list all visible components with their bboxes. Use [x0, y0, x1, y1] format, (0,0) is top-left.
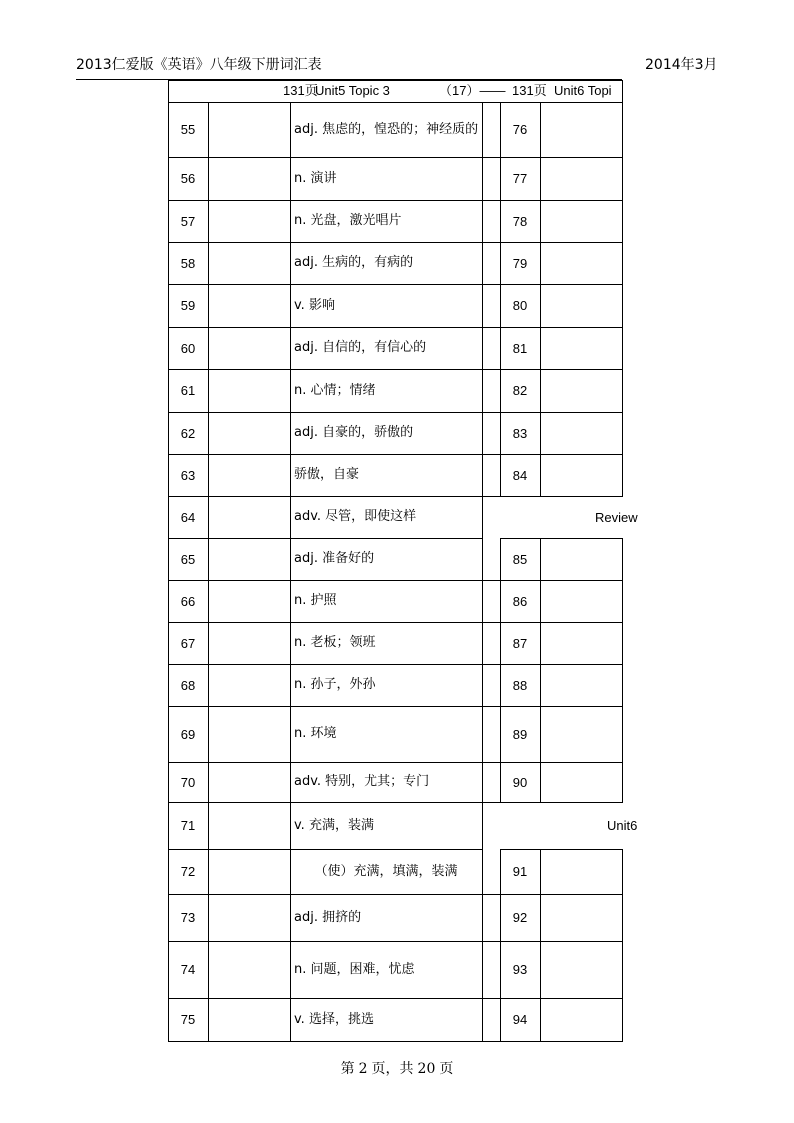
right-row-number: 86: [512, 593, 528, 609]
word-blank-cell[interactable]: [208, 894, 290, 941]
col-line: [482, 664, 483, 706]
topic-line: [168, 80, 633, 102]
col-line: [482, 538, 483, 580]
col-line: [622, 369, 623, 412]
col-line: [482, 369, 483, 412]
row-number: 74: [180, 962, 196, 977]
right-row-number: 78: [512, 213, 528, 229]
word-blank-cell[interactable]: [208, 538, 290, 580]
col-line: [622, 580, 623, 622]
row-number: 62: [180, 425, 196, 441]
right-word-blank-cell[interactable]: [540, 157, 622, 200]
word-blank-cell[interactable]: [208, 998, 290, 1041]
row-meaning: v. 充满，装满: [294, 817, 374, 833]
right-row-number: 91: [512, 864, 528, 879]
row-meaning: n. 老板；领班: [294, 635, 376, 650]
right-word-blank-cell[interactable]: [540, 538, 622, 580]
word-blank-cell[interactable]: [208, 941, 290, 998]
col-line: [622, 622, 623, 664]
col-line: [622, 998, 623, 1041]
right-word-blank-cell[interactable]: [540, 242, 622, 284]
col-line: [482, 242, 483, 284]
word-blank-cell[interactable]: [208, 454, 290, 496]
footer-total: 20: [417, 1061, 436, 1077]
right-word-blank-cell[interactable]: [540, 200, 622, 242]
section-unit6: Unit6: [607, 818, 638, 833]
right-row-number: 94: [512, 1012, 528, 1027]
row-meaning: n. 光盘，激光唱片: [294, 213, 402, 228]
right-word-blank-cell[interactable]: [540, 706, 622, 762]
col-line: [622, 284, 623, 327]
right-row-number: 88: [512, 677, 528, 693]
right-row-number: 80: [512, 298, 528, 313]
footer-suffix: 页: [439, 1061, 454, 1077]
col-line: [482, 622, 483, 664]
row-number: 61: [180, 383, 196, 398]
col-line: [482, 849, 483, 894]
col-line: [482, 941, 483, 998]
col-line: [482, 496, 483, 538]
row-meaning: n. 环境: [294, 726, 337, 741]
col-line: [622, 242, 623, 284]
row-number: 68: [180, 677, 196, 693]
right-row-number: 89: [512, 726, 528, 742]
word-blank-cell[interactable]: [208, 284, 290, 327]
right-word-blank-cell[interactable]: [540, 941, 622, 998]
col-line: [622, 664, 623, 706]
row-line-right: [482, 802, 623, 803]
right-word-blank-cell[interactable]: [540, 762, 622, 802]
row-meaning: adj. 自豪的，骄傲的: [294, 425, 414, 440]
right-row-number: 87: [512, 635, 528, 651]
word-blank-cell[interactable]: [208, 327, 290, 369]
right-row-number: 77: [512, 171, 528, 186]
row-meaning: adj. 生病的，有病的: [294, 255, 414, 270]
footer-page: 2: [358, 1061, 368, 1077]
row-line-left: [168, 1041, 483, 1042]
row-number: 59: [180, 298, 196, 313]
row-meaning: v. 选择，挑选: [294, 1011, 374, 1027]
row-meaning: adj. 拥挤的: [294, 909, 362, 925]
row-meaning: （使）充满，填满，装满: [314, 863, 458, 879]
right-word-blank-cell[interactable]: [540, 894, 622, 941]
col-line: [622, 762, 623, 802]
row-number: 56: [180, 171, 196, 186]
row-meaning: v. 影响: [294, 297, 335, 313]
row-meaning: adj. 准备好的: [294, 551, 375, 566]
col-line: [622, 941, 623, 998]
word-blank-cell[interactable]: [208, 802, 290, 849]
col-line: [622, 327, 623, 369]
right-row-number: 85: [512, 551, 528, 567]
right-row-number: 81: [512, 340, 528, 356]
header-date: 2014年3月: [645, 57, 718, 73]
right-word-blank-cell[interactable]: [540, 622, 622, 664]
right-word-blank-cell[interactable]: [540, 327, 622, 369]
word-blank-cell[interactable]: [208, 849, 290, 894]
word-blank-cell[interactable]: [208, 706, 290, 762]
row-number: 63: [180, 467, 196, 483]
topic-unit-start: Unit5 Topic 3: [315, 83, 390, 98]
row-meaning: 骄傲，自豪: [294, 467, 360, 482]
col-line: [622, 157, 623, 200]
row-line-right: [482, 1041, 623, 1042]
right-word-blank-cell[interactable]: [540, 998, 622, 1041]
word-blank-cell[interactable]: [208, 412, 290, 454]
header-title: 2013仁爱版《英语》八年级下册词汇表: [76, 57, 322, 73]
col-line: [482, 412, 483, 454]
col-line: [622, 200, 623, 242]
table-right-border: [622, 80, 623, 102]
col-line: [482, 327, 483, 369]
row-number: 69: [180, 726, 196, 742]
row-number: 60: [180, 340, 196, 356]
col-line: [622, 412, 623, 454]
right-row-number: 82: [512, 383, 528, 398]
col-line: [622, 454, 623, 496]
col-line: [482, 762, 483, 802]
word-blank-cell[interactable]: [208, 242, 290, 284]
row-number: 55: [180, 122, 196, 137]
word-blank-cell[interactable]: [208, 762, 290, 802]
word-blank-cell[interactable]: [208, 580, 290, 622]
right-row-number: 93: [512, 962, 528, 977]
row-meaning: adj. 焦虑的，惶恐的；神经质的: [294, 121, 479, 137]
word-blank-cell[interactable]: [208, 102, 290, 157]
col-line: [482, 102, 483, 157]
row-number: 73: [180, 910, 196, 925]
row-meaning: adv. 尽管，即使这样: [294, 509, 417, 524]
footer-mid: 页，共: [371, 1061, 414, 1077]
col-line: [482, 998, 483, 1041]
topic-page-end: 131页: [512, 83, 547, 98]
row-number: 71: [180, 818, 196, 833]
right-row-number: 84: [512, 467, 528, 483]
row-number: 66: [180, 593, 196, 609]
row-meaning: n. 演讲: [294, 170, 337, 186]
row-meaning: adj. 自信的，有信心的: [294, 340, 427, 355]
row-meaning: n. 问题，困难，忧虑: [294, 961, 415, 977]
right-row-number: 90: [512, 774, 528, 790]
col-line: [622, 538, 623, 580]
right-word-blank-cell[interactable]: [540, 580, 622, 622]
row-number: 70: [180, 774, 196, 790]
row-meaning: n. 孙子，外孙: [294, 677, 376, 692]
col-line: [482, 802, 483, 849]
word-blank-cell[interactable]: [208, 369, 290, 412]
row-meaning: n. 护照: [294, 593, 337, 608]
word-blank-cell[interactable]: [208, 622, 290, 664]
col-line: [622, 706, 623, 762]
col-line: [482, 200, 483, 242]
right-row-number: 79: [512, 255, 528, 271]
right-word-blank-cell[interactable]: [540, 412, 622, 454]
row-meaning: adv. 特别，尤其；专门: [294, 774, 430, 789]
table-top-border: [168, 80, 623, 81]
row-number: 57: [180, 213, 196, 229]
col-line: [482, 894, 483, 941]
right-row-number: 76: [512, 122, 528, 137]
right-row-number: 83: [512, 425, 528, 441]
word-blank-cell[interactable]: [208, 200, 290, 242]
topic-paren: （17）——: [439, 83, 506, 98]
row-number: 64: [180, 509, 196, 525]
col-line: [482, 157, 483, 200]
row-meaning: n. 心情；情绪: [294, 382, 376, 398]
right-word-blank-cell[interactable]: [540, 102, 622, 157]
word-blank-cell[interactable]: [208, 664, 290, 706]
right-word-blank-cell[interactable]: [540, 454, 622, 496]
row-number: 65: [180, 551, 196, 567]
col-line: [482, 454, 483, 496]
right-word-blank-cell[interactable]: [540, 849, 622, 894]
col-line: [482, 580, 483, 622]
topic-unit-end: Unit6 Topi: [554, 83, 612, 98]
col-line: [622, 894, 623, 941]
row-number: 67: [180, 635, 196, 651]
right-word-blank-cell[interactable]: [540, 369, 622, 412]
row-number: 58: [180, 255, 196, 271]
section-review: Review: [595, 509, 638, 525]
footer-prefix: 第: [340, 1061, 355, 1077]
word-blank-cell[interactable]: [208, 157, 290, 200]
right-word-blank-cell[interactable]: [540, 664, 622, 706]
row-number: 75: [180, 1012, 196, 1027]
col-line: [482, 284, 483, 327]
right-word-blank-cell[interactable]: [540, 284, 622, 327]
row-number: 72: [180, 864, 196, 879]
page-footer: [0, 1058, 794, 1078]
right-row-number: 92: [512, 910, 528, 925]
col-line: [622, 849, 623, 894]
word-blank-cell[interactable]: [208, 496, 290, 538]
topic-page-start: 131页: [283, 83, 318, 98]
col-line: [482, 706, 483, 762]
col-line: [622, 102, 623, 157]
